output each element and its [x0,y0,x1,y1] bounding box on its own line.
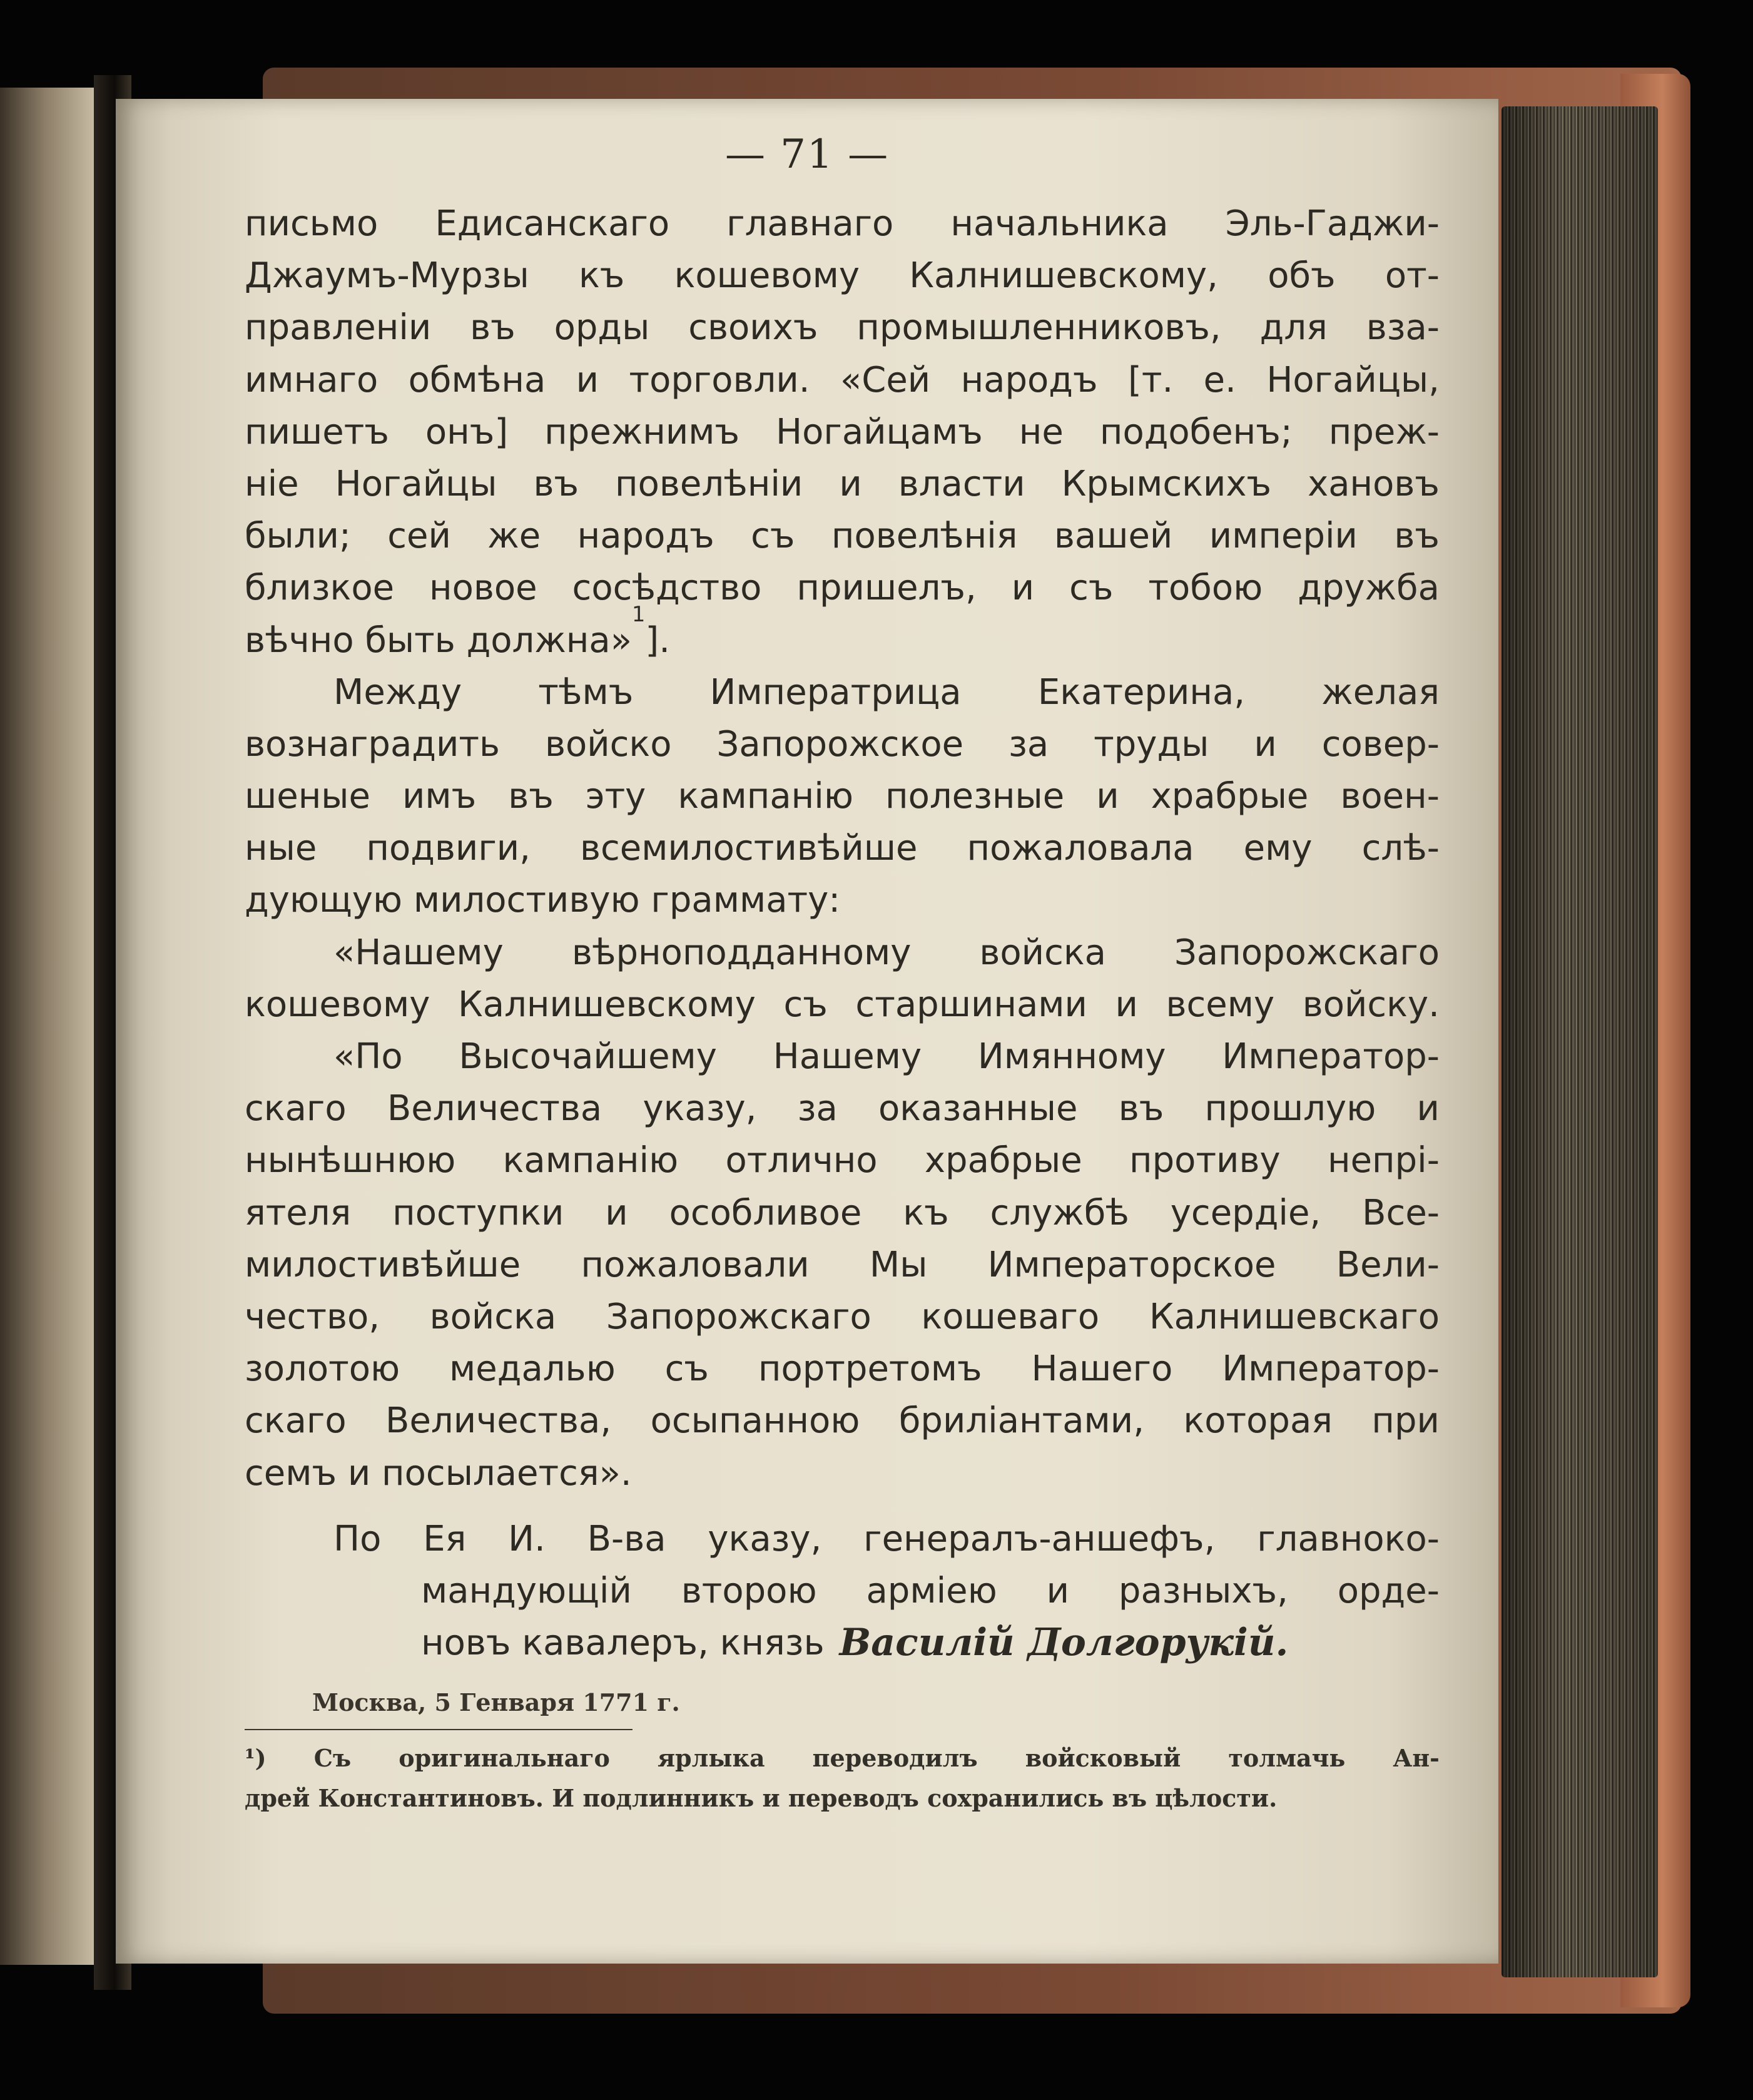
word: и [576,359,599,400]
word: своихъ [688,307,818,349]
footnote-line-last: дрей Константиновъ. И подлинникъ и переводъ сохранились въ цѣлости. [245,1784,1278,1812]
page-body [245,198,1440,1669]
word: къ [903,1192,949,1233]
word: при [1371,1400,1440,1442]
word: кампанію [502,1140,679,1181]
footnote-marker: 1 [631,601,646,626]
word: пишетъ [245,411,389,452]
text-line-last: семъ и посылается». [245,1452,632,1494]
word: генералъ-аншефъ, [863,1518,1216,1559]
word: Величества, [385,1400,612,1442]
text-span: вѣчно быть должна» [245,619,632,661]
text-line-last: дующую милостивую граммату: [245,880,841,921]
word: письмо [245,203,379,244]
word: имперіи [1209,516,1358,557]
word: указу, [643,1088,757,1129]
word: Император- [1222,1348,1440,1390]
word: Император- [1222,1036,1440,1077]
text-line [245,1083,1440,1134]
signer-name: Василій Долгорукій. [839,1621,1289,1665]
word: и [839,463,862,504]
word: нынѣшнюю [245,1140,456,1181]
word: Крымскихъ [1061,463,1272,504]
word: медалью [449,1348,616,1390]
word: торговли. [629,359,810,400]
word: совер- [1321,723,1440,765]
word: же [487,516,541,557]
text-line [245,406,1440,458]
word: е. [1203,359,1236,400]
word: кошевому [674,255,860,297]
word: эту [585,776,646,817]
text-line [245,250,1440,302]
word: Запорожскаго [1174,932,1440,973]
word: къ [578,255,625,297]
word: портретомъ [758,1348,982,1390]
text-line-last [245,601,1440,666]
word: храбрые [1151,776,1309,817]
word: за [797,1088,838,1129]
word: пожаловали [581,1244,810,1285]
word: шеные [245,776,370,817]
word: Величества [387,1088,602,1129]
word: Императрица [709,671,962,713]
word: указу, [708,1518,822,1559]
word: вашей [1054,516,1173,557]
word: ярлыка [657,1744,765,1772]
word: для [1259,307,1328,349]
word: Ан- [1393,1744,1440,1772]
word: съ [783,984,828,1025]
word: онъ] [425,411,509,452]
word: войску. [1302,984,1440,1025]
word: Высочайшему [459,1036,717,1077]
word: золотою [245,1348,400,1390]
word: службѣ [990,1192,1129,1233]
word: орде- [1337,1570,1440,1611]
footnote [245,1738,1440,1818]
word: Все- [1362,1192,1440,1233]
word: ему [1243,828,1313,869]
word: и [1416,1088,1440,1129]
word: Нашего [1031,1348,1173,1390]
address-line [245,979,1440,1031]
word: вознаградить [245,723,500,765]
word: тобою [1148,568,1263,609]
word: от- [1385,255,1440,297]
word: главноко- [1257,1518,1440,1559]
word: Ногайцы [335,463,497,504]
text-line [245,718,1440,770]
word: ные [245,828,317,869]
text-line [245,1187,1440,1239]
word: арміею [866,1570,997,1611]
text-line [245,458,1440,510]
word: ніе [245,463,299,504]
word: отлично [725,1140,878,1181]
text-line [245,1134,1440,1186]
word: Мы [869,1244,928,1285]
word: народъ [960,359,1098,400]
word: Запорожское [716,723,964,765]
word: войсковый [1025,1744,1181,1772]
page-edges-shade [1501,106,1658,1977]
text-line [245,1343,1440,1395]
word: и [1115,984,1138,1025]
page-number: — 71 — [724,131,890,178]
word: храбрые [924,1140,1082,1181]
word: желая [1321,671,1440,713]
word: переводилъ [812,1744,978,1772]
word: толмачь [1228,1744,1346,1772]
word: скаго [245,1088,347,1129]
signature-line-last [245,1617,1440,1669]
word: и [1011,568,1035,609]
word: усердіе, [1170,1192,1321,1233]
word: съ [664,1348,709,1390]
text-span: новъ кавалеръ, князь [421,1623,825,1664]
word: поступки [392,1192,564,1233]
word: Екатерина, [1037,671,1246,713]
word: скаго [245,1400,347,1442]
word: пожаловала [967,828,1194,869]
word: въ [508,776,554,817]
word: второю [681,1570,817,1611]
word: Вели- [1336,1244,1440,1285]
word: преж- [1328,411,1440,452]
word: Ногайцамъ [776,411,983,452]
word: правленіи [245,307,432,349]
word: пришелъ, [796,568,977,609]
word: осыпанною [650,1400,860,1442]
word: были; [245,516,351,557]
word: По [333,1518,382,1559]
signature-line [245,1565,1440,1617]
word: оказанные [878,1088,1078,1129]
text-line [245,198,1440,250]
word: старшинами [855,984,1087,1025]
word: воен- [1340,776,1440,817]
word: милостивѣйше [245,1244,521,1285]
word: и [1096,776,1119,817]
word: И. [508,1518,546,1559]
signature-line [245,1513,1440,1565]
word: подобенъ; [1099,411,1293,452]
word: близкое [245,568,395,609]
word: слѣ- [1361,828,1440,869]
word: всемилостивѣйше [579,828,918,869]
word: полезные [885,776,1065,817]
word: [т. [1127,359,1174,400]
word: Имянному [977,1036,1166,1077]
text-line [245,562,1440,614]
word: всему [1166,984,1275,1025]
word: въ [1394,516,1440,557]
word: «Сей [840,359,931,400]
word: кампанію [678,776,853,817]
word: тѣмъ [538,671,634,713]
word: войско [544,723,672,765]
word: съ [1069,568,1114,609]
word: въ [533,463,579,504]
word: и [1254,723,1277,765]
word: Ея [423,1518,467,1559]
word: «Нашему [333,932,504,973]
word: Калнишевскому, [909,255,1218,297]
word: хановъ [1308,463,1440,504]
word: которая [1183,1400,1333,1442]
word: промышленниковъ, [856,307,1221,349]
word: войска [429,1296,557,1337]
book-page [116,99,1498,1964]
word: подвиги, [366,828,531,869]
word: объ [1268,255,1336,297]
word: и [605,1192,628,1233]
word: Калнишевскаго [1149,1296,1440,1337]
word: Ногайцы, [1266,359,1440,400]
address-line [245,927,1440,979]
word: въ [470,307,516,349]
text-line [245,302,1440,354]
word: ятеля [245,1192,352,1233]
word: особливое [669,1192,862,1233]
word: разныхъ, [1118,1570,1288,1611]
word: Императорское [987,1244,1276,1285]
text-line [245,822,1440,874]
word: прежнимъ [544,411,740,452]
word: не [1019,411,1064,452]
word: народъ [577,516,714,557]
text-line [245,354,1440,406]
word: ¹) [245,1744,267,1772]
text-span: ]. [645,619,671,661]
word: вза- [1366,307,1440,349]
word: противу [1129,1140,1281,1181]
word: имъ [402,776,477,817]
text-line [245,770,1440,822]
word: главнаго [726,203,894,244]
word: вѣрноподданному [571,932,912,973]
text-line [245,1291,1440,1343]
word: начальника [950,203,1169,244]
word: въ [1118,1088,1164,1129]
word: войска [979,932,1106,973]
word: власти [898,463,1025,504]
word: В-ва [587,1518,666,1559]
word: Джаумъ-Мурзы [245,255,529,297]
word: Съ [313,1744,352,1772]
text-line [245,510,1440,562]
word: сей [387,516,451,557]
word: дружба [1298,568,1440,609]
decree-first-line [245,1031,1440,1083]
word: съ [751,516,795,557]
word: оригинальнаго [399,1744,610,1772]
word: мандующій [421,1570,632,1611]
word: Между [333,671,462,713]
word: труды [1094,723,1209,765]
word: новое [429,568,537,609]
word: Едисанскаго [435,203,670,244]
word: имнаго [245,359,379,400]
word: Запорожскаго [606,1296,871,1337]
text-line [245,1395,1440,1447]
word: повелѣніи [615,463,803,504]
footnote-line [245,1738,1440,1778]
word: кошевому [245,984,430,1025]
word: прошлую [1204,1088,1376,1129]
word: Эль-Гаджи- [1225,203,1440,244]
paragraph-first-line [245,666,1440,718]
word: повелѣнія [831,516,1018,557]
word: «По [333,1036,403,1077]
spacer [245,1499,1440,1513]
word: чество, [245,1296,380,1337]
letter-date: Москва, 5 Генваря 1771 г. [312,1688,680,1716]
footnote-divider [245,1729,633,1730]
text-line [245,1239,1440,1291]
word: непрі- [1327,1140,1440,1181]
word: бриліантами, [898,1400,1144,1442]
word: кошеваго [921,1296,1100,1337]
word: сосѣдство [572,568,762,609]
word: за [1009,723,1049,765]
word: и [1046,1570,1070,1611]
word: обмѣна [408,359,546,400]
word: Калнишевскому [458,984,756,1025]
word: орды [554,307,650,349]
word: Нашему [773,1036,922,1077]
